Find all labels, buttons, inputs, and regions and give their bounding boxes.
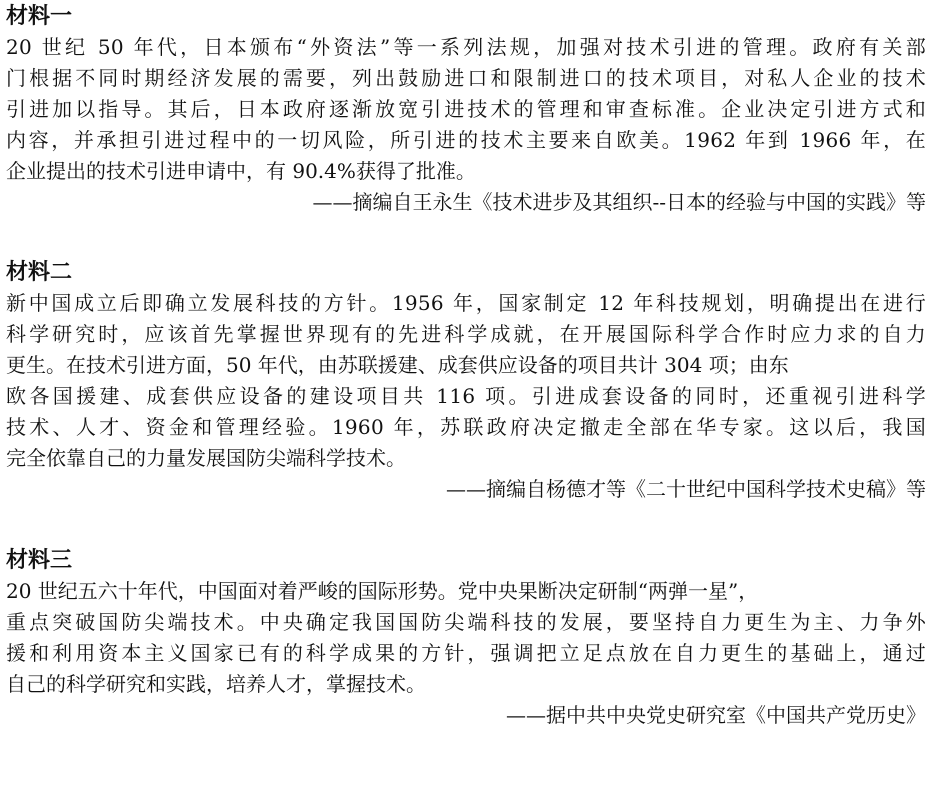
material-1-citation: ——摘编自王永生《技术进步及其组织--日本的经验与中国的实践》等	[312, 190, 926, 214]
material-3-line-4: 自己的科学研究和实践，培养人才，掌握技术。	[6, 672, 426, 696]
material-2-citation: ——摘编自杨德才等《二十世纪中国科学技术史稿》等	[446, 477, 926, 501]
material-1-line-3: 引进加以指导。其后，日本政府逐渐放宽引进技术的管理和审查标准。企业决定引进方式和	[6, 97, 926, 121]
material-3-line-1: 20 世纪五六十年代，中国面对着严峻的国际形势。党中央果断决定研制“两弹一星”，	[6, 579, 759, 603]
material-2-line-6: 完全依靠自己的力量发展国防尖端科学技术。	[6, 446, 406, 470]
material-2-line-1: 新中国成立后即确立发展科技的方针。1956 年，国家制定 12 年科技规划，明确提出在进行	[6, 291, 926, 315]
material-1-line-2: 门根据不同时期经济发展的需要，列出鼓励进口和限制进口的技术项目，对私人企业的技术	[6, 66, 926, 90]
material-1-line-5: 企业提出的技术引进申请中，有 90.4%获得了批准。	[6, 159, 476, 183]
material-2-line-3: 更生。在技术引进方面，50 年代，由苏联援建、成套供应设备的项目共计 304 项；由东	[6, 353, 789, 377]
material-3-line-3: 援和利用资本主义国家已有的科学成果的方针，强调把立足点放在自力更生的基础上，通过	[6, 641, 926, 665]
material-3-heading: 材料三	[6, 548, 73, 573]
material-3-line-2: 重点突破国防尖端技术。中央确定我国国防尖端科技的发展，要坚持自力更生为主、力争外	[6, 610, 926, 634]
material-1-line-1: 20 世纪 50 年代，日本颁布“外资法”等一系列法规，加强对技术引进的管理。政府有关部	[6, 35, 926, 59]
material-2-line-2: 科学研究时，应该首先掌握世界现有的先进科学成就，在开展国际科学合作时应力求的自力	[6, 322, 926, 346]
material-3-citation: ——据中共中央党史研究室《中国共产党历史》	[506, 703, 926, 727]
material-1-heading: 材料一	[6, 4, 73, 29]
material-2-heading: 材料二	[6, 260, 73, 285]
material-1-section	[0, 2, 932, 218]
material-2-section	[0, 258, 932, 505]
material-3-section	[0, 546, 932, 731]
material-1-line-4: 内容，并承担引进过程中的一切风险，所引进的技术主要来自欧美。1962 年到 1966 年，在	[6, 128, 926, 152]
material-2-line-5: 技术、人才、资金和管理经验。1960 年，苏联政府决定撤走全部在华专家。这以后，我国	[6, 415, 926, 439]
material-2-line-4: 欧各国援建、成套供应设备的建设项目共 116 项。引进成套设备的同时，还重视引进科学	[6, 384, 926, 408]
